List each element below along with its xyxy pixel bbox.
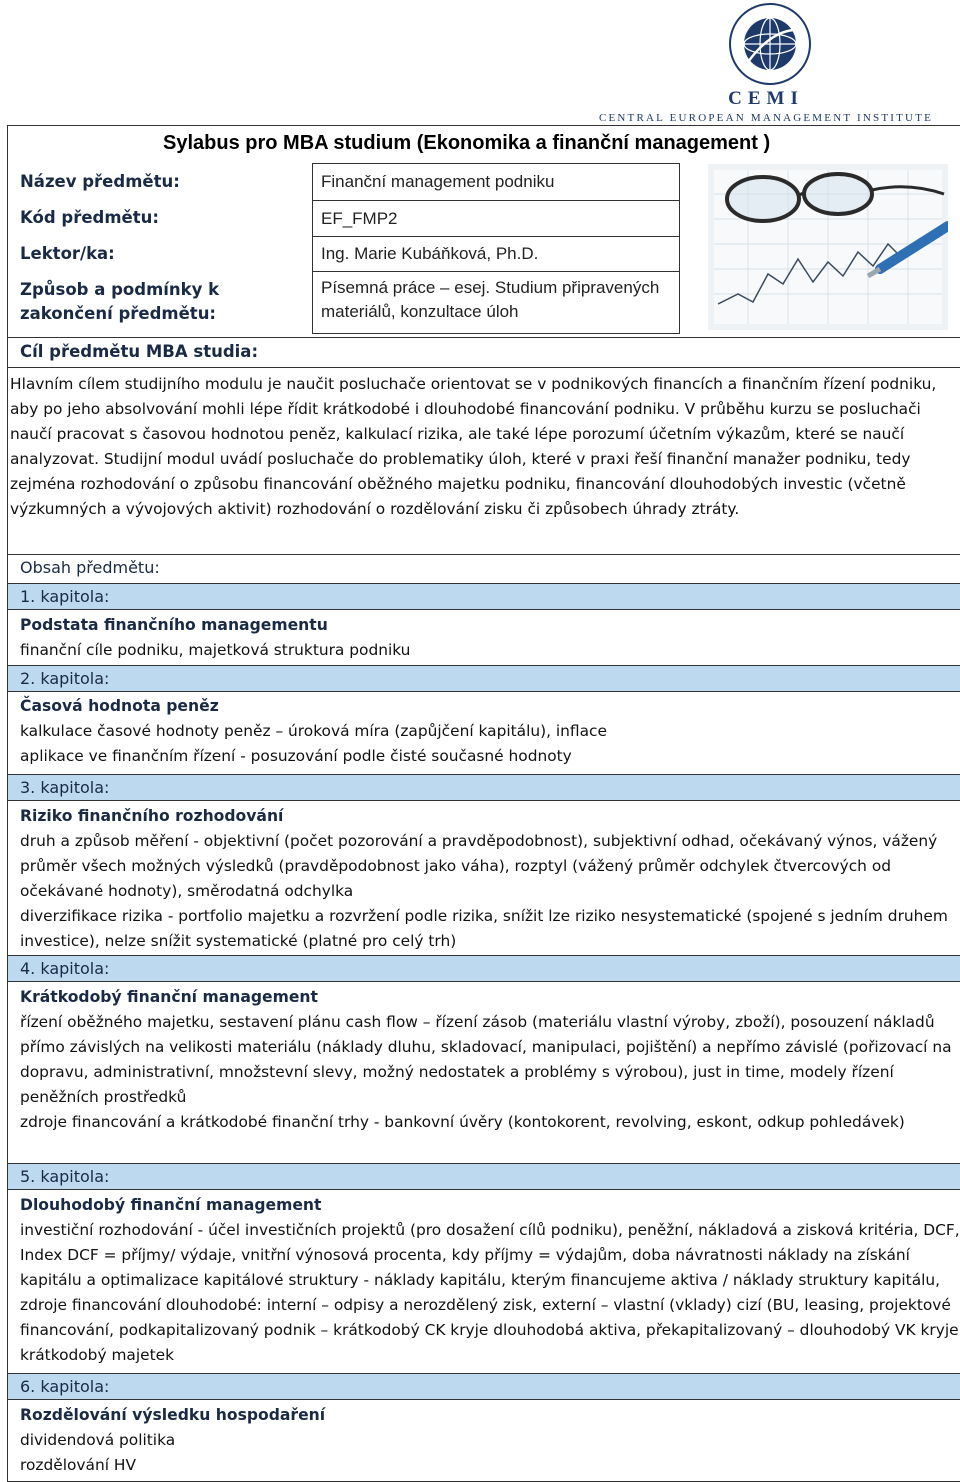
divider bbox=[8, 367, 960, 368]
chapter-2-line: aplikace ve finančním řízení - posuzování podle čisté současné hodnoty bbox=[20, 747, 572, 765]
field-value-name: Finanční management podniku bbox=[312, 163, 680, 201]
chapter-5-title: Dlouhodobý finanční management bbox=[20, 1196, 322, 1214]
chapter-3-band bbox=[8, 774, 960, 801]
goal-heading: Cíl předmětu MBA studia: bbox=[20, 342, 259, 361]
chapter-1-band bbox=[8, 583, 960, 610]
cemi-logo bbox=[590, 2, 942, 124]
chapter-2-label: 2. kapitola: bbox=[20, 669, 110, 688]
goal-text: Hlavním cílem studijního modulu je naučit posluchače orientovat se v podnikových financích a finančním řízení podniku, aby po jeho absolvování mohli lépe řídit krátkodobé i dlouhodobé financování podniku. V průběhu kurzu se posluchači naučí pracovat s časovou hodnotou peněz, kalkulací rizika, ale také lépe porozumí účetním výkazům, které se naučí analyzovat. Studijní modul uvádí posluchače do problematiky úloh, které v praxi řeší finanční manažer podniku, tedy zejména rozhodování o způsobu financování oběžného majetku podniku, financování dlouhodobých investic (včetně výzkumných a vývojových aktivit) rozhodování o rozdělování zisku či způsobech úhrady ztráty. bbox=[10, 375, 937, 518]
chapter-4-title: Krátkodobý finanční management bbox=[20, 988, 318, 1006]
field-value-completion: Písemná práce – esej. Studium připravených materiálů, konzultace úloh bbox=[312, 272, 680, 334]
finance-photo bbox=[708, 164, 948, 330]
logo-name: CEMI bbox=[728, 88, 804, 109]
field-label-name: Název předmětu: bbox=[20, 172, 180, 191]
chapter-5-label: 5. kapitola: bbox=[20, 1167, 110, 1186]
chapter-6-label: 6. kapitola: bbox=[20, 1377, 110, 1396]
chapter-3-line: diverzifikace rizika - portfolio majetku a rozvržení podle rizika, snížit lze riziko nesystematické (spojené s jedním druhem investice), nelze snížit systematické (platné pro celý trh) bbox=[20, 907, 948, 950]
chapter-1-label: 1. kapitola: bbox=[20, 587, 110, 606]
chapter-5-line: investiční rozhodování - účel investičních projektů (pro dosažení cílů podniku), peněžní, nákladová a zisková kritéria, DCF, Index DCF = příjmy/ výdaje, vnitřní výnosová procenta, kdy příjmy = výdajům, doba návratnosti náklady na získání kapitálu a optimalizace kapitálové struktury - náklady kapitálu, kterým financujeme aktiva / náklady struktury kapitálu, zdroje financování dlouhodobé: interní – odpisy a nerozdělený zisk, externí – vlastní (vklady) cizí (BU, leasing, projektové financování, podkapitalizovaný podnik – krátkodobý CK kryje dlouhodobá aktiva, překapitalizovaný – dlouhodobý VK kryje krátkodobý majetek bbox=[20, 1221, 960, 1364]
divider bbox=[8, 554, 960, 555]
field-label-code: Kód předmětu: bbox=[20, 208, 159, 227]
chapter-6-title: Rozdělování výsledku hospodaření bbox=[20, 1406, 326, 1424]
chapter-3-line: druh a způsob měření - objektivní (počet pozorování a pravděpodobnost), subjektivní odhad, očekávaný výnos, vážený průměr všech možných výsledků (pravděpodobnost jako váha), rozptyl (vážený průměr odchylek čtvercových od očekávané hodnoty), směrodatná odchylka bbox=[20, 832, 938, 900]
chapter-4-band bbox=[8, 955, 960, 982]
chapter-6-band bbox=[8, 1373, 960, 1400]
globe-emblem-icon bbox=[728, 2, 812, 86]
divider bbox=[8, 337, 960, 338]
chapter-3-label: 3. kapitola: bbox=[20, 778, 110, 797]
chapter-2-line: kalkulace časové hodnoty peněz – úroková míra (zapůjčení kapitálu), inflace bbox=[20, 722, 607, 740]
page-title: Sylabus pro MBA studium (Ekonomika a finanční management ) bbox=[163, 132, 771, 154]
field-value-code: EF_FMP2 bbox=[312, 201, 680, 237]
field-value-lecturer: Ing. Marie Kubáňková, Ph.D. bbox=[312, 237, 680, 272]
chapter-4-line: zdroje financování a krátkodobé finanční trhy - bankovní úvěry (kontokorent, revolving, eskont, odkup pohledávek) bbox=[20, 1113, 905, 1131]
content-heading: Obsah předmětu: bbox=[20, 558, 160, 577]
chapter-2-band bbox=[8, 665, 960, 692]
chapter-4-label: 4. kapitola: bbox=[20, 959, 110, 978]
chapter-5-band bbox=[8, 1163, 960, 1190]
chapter-1-title: Podstata finančního managementu bbox=[20, 616, 328, 634]
chapter-4-line: řízení oběžného majetku, sestavení plánu cash flow – řízení zásob (materiálu vlastní výroby, zboží), posouzení nákladů přímo závislých na velikosti materiálu (náklady dluhu, skladovací, manipulaci, pojištění) a nepřímo závislé (pořizovací na dopravu, administrativní, množstevní slevy, možný nedostatek a problémy s výrobou), just in time, modely řízení peněžních prostředků bbox=[20, 1013, 952, 1106]
field-label-completion: Způsob a podmínky k zakončení předmětu: bbox=[20, 280, 220, 323]
syllabus-frame bbox=[7, 125, 960, 1482]
chapter-2-title: Časová hodnota peněz bbox=[20, 697, 219, 715]
chapter-1-line: finanční cíle podniku, majetková struktura podniku bbox=[20, 641, 411, 659]
chapter-6-line: rozdělování HV bbox=[20, 1456, 136, 1474]
chapter-3-title: Riziko finančního rozhodování bbox=[20, 807, 284, 825]
logo-subtitle: CENTRAL EUROPEAN MANAGEMENT INSTITUTE bbox=[598, 112, 934, 124]
field-label-lecturer: Lektor/ka: bbox=[20, 244, 115, 263]
chapter-6-line: dividendová politika bbox=[20, 1431, 176, 1449]
